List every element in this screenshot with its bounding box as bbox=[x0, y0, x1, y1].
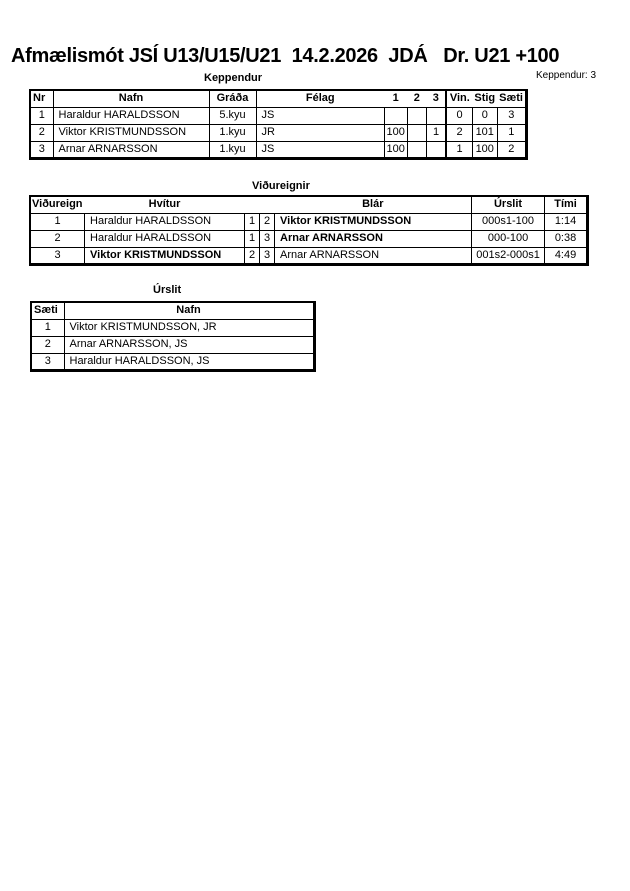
cell-blar-nr: 2 bbox=[260, 213, 275, 230]
cell-nafn: Viktor KRISTMUNDSSON bbox=[53, 124, 209, 141]
cell-urslit: 000-100 bbox=[472, 230, 545, 247]
cell-match3 bbox=[426, 107, 446, 124]
cell-nafn: Haraldur HARALDSSON, JS bbox=[64, 353, 314, 370]
col-header-stig: Stig bbox=[472, 90, 497, 107]
cell-nr: 2 bbox=[30, 124, 53, 141]
cell-hvitur-name: Viktor KRISTMUNDSSON bbox=[85, 247, 245, 264]
cell-vin: 0 bbox=[446, 107, 472, 124]
cell-stig: 101 bbox=[472, 124, 497, 141]
cell-match-nr: 3 bbox=[30, 247, 85, 264]
cell-hvitur-nr: 1 bbox=[245, 213, 260, 230]
col-header-match1: 1 bbox=[384, 90, 407, 107]
section-title-vidureignir: Viðureignir bbox=[252, 180, 310, 192]
col-header-timi: Tími bbox=[545, 196, 588, 213]
cell-match-nr: 1 bbox=[30, 213, 85, 230]
cell-match3 bbox=[426, 141, 446, 158]
col-header-vin: Vin. bbox=[446, 90, 472, 107]
cell-nafn: Arnar ARNARSSON, JS bbox=[64, 336, 314, 353]
col-header-saeti: Sæti bbox=[497, 90, 526, 107]
cell-saeti: 3 bbox=[497, 107, 526, 124]
cell-grada: 1.kyu bbox=[209, 124, 256, 141]
cell-grada: 1.kyu bbox=[209, 141, 256, 158]
cell-blar-nr: 3 bbox=[260, 230, 275, 247]
cell-blar-name: Arnar ARNARSSON bbox=[275, 247, 472, 264]
cell-match2 bbox=[407, 141, 426, 158]
cell-timi: 1:14 bbox=[545, 213, 588, 230]
col-header-spacer2 bbox=[260, 196, 275, 213]
col-header-hvitur: Hvítur bbox=[85, 196, 245, 213]
competitor-count-label: Keppendur: 3 bbox=[536, 70, 597, 81]
table-row bbox=[30, 107, 526, 124]
cell-felag: JS bbox=[256, 141, 384, 158]
cell-nafn: Arnar ARNARSSON bbox=[53, 141, 209, 158]
cell-grada: 5.kyu bbox=[209, 107, 256, 124]
cell-vin: 1 bbox=[446, 141, 472, 158]
table-row bbox=[30, 141, 526, 158]
cell-timi: 4:49 bbox=[545, 247, 588, 264]
table-header-row bbox=[30, 90, 526, 107]
col-header-felag: Félag bbox=[256, 90, 384, 107]
matches-table bbox=[29, 195, 589, 266]
table-row bbox=[30, 213, 588, 230]
col-header-match2: 2 bbox=[407, 90, 426, 107]
cell-match1: 100 bbox=[384, 141, 407, 158]
cell-saeti: 1 bbox=[31, 319, 64, 336]
col-header-spacer1 bbox=[245, 196, 260, 213]
cell-match2 bbox=[407, 107, 426, 124]
cell-match1 bbox=[384, 107, 407, 124]
cell-stig: 0 bbox=[472, 107, 497, 124]
col-header-nr: Nr bbox=[30, 90, 53, 107]
col-header-blar: Blár bbox=[275, 196, 472, 213]
col-header-nafn: Nafn bbox=[53, 90, 209, 107]
competitors-table bbox=[29, 89, 528, 160]
cell-saeti: 1 bbox=[497, 124, 526, 141]
table-row bbox=[31, 336, 314, 353]
page-title: Afmælismót JSÍ U13/U15/U21 14.2.2026 JDÁ Dr. U21 +100 bbox=[11, 45, 560, 67]
table-row bbox=[31, 353, 314, 370]
table-row bbox=[30, 247, 588, 264]
section-title-keppendur: Keppendur bbox=[204, 72, 263, 84]
cell-felag: JS bbox=[256, 107, 384, 124]
results-table bbox=[30, 301, 316, 372]
section-title-urslit: Úrslit bbox=[153, 284, 182, 296]
cell-match2 bbox=[407, 124, 426, 141]
col-header-saeti: Sæti bbox=[31, 302, 64, 319]
cell-urslit: 001s2-000s1 bbox=[472, 247, 545, 264]
cell-timi: 0:38 bbox=[545, 230, 588, 247]
cell-hvitur-nr: 2 bbox=[245, 247, 260, 264]
cell-saeti: 2 bbox=[31, 336, 64, 353]
cell-saeti: 2 bbox=[497, 141, 526, 158]
cell-nafn: Viktor KRISTMUNDSSON, JR bbox=[64, 319, 314, 336]
cell-hvitur-nr: 1 bbox=[245, 230, 260, 247]
table-row bbox=[31, 319, 314, 336]
cell-stig: 100 bbox=[472, 141, 497, 158]
col-header-vidureign: Viðureign bbox=[30, 196, 85, 213]
cell-nafn: Haraldur HARALDSSON bbox=[53, 107, 209, 124]
col-header-urslit: Úrslit bbox=[472, 196, 545, 213]
cell-match1: 100 bbox=[384, 124, 407, 141]
cell-hvitur-name: Haraldur HARALDSSON bbox=[85, 230, 245, 247]
cell-blar-nr: 3 bbox=[260, 247, 275, 264]
cell-urslit: 000s1-100 bbox=[472, 213, 545, 230]
cell-felag: JR bbox=[256, 124, 384, 141]
cell-blar-name: Viktor KRISTMUNDSSON bbox=[275, 213, 472, 230]
cell-nr: 3 bbox=[30, 141, 53, 158]
table-header-row bbox=[30, 196, 588, 213]
cell-hvitur-name: Haraldur HARALDSSON bbox=[85, 213, 245, 230]
col-header-match3: 3 bbox=[426, 90, 446, 107]
cell-nr: 1 bbox=[30, 107, 53, 124]
table-row bbox=[30, 230, 588, 247]
cell-vin: 2 bbox=[446, 124, 472, 141]
cell-saeti: 3 bbox=[31, 353, 64, 370]
cell-match-nr: 2 bbox=[30, 230, 85, 247]
cell-match3: 1 bbox=[426, 124, 446, 141]
col-header-grada: Gráða bbox=[209, 90, 256, 107]
table-header-row bbox=[31, 302, 314, 319]
cell-blar-name: Arnar ARNARSSON bbox=[275, 230, 472, 247]
table-row bbox=[30, 124, 526, 141]
col-header-nafn: Nafn bbox=[64, 302, 314, 319]
